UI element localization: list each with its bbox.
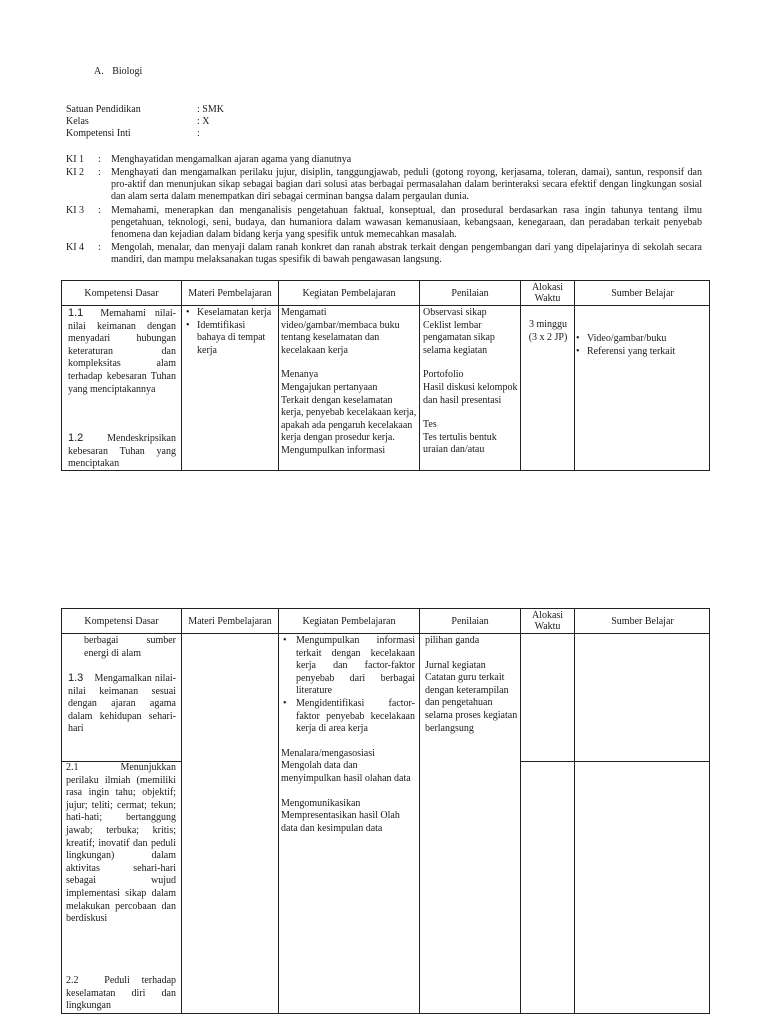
materi-list: [184, 307, 276, 357]
kd-2-1-text: Menunjukkan perilaku ilmiah (memiliki rasa ingin tahu; objektif; jujur; teliti; cermat; tekun; hati-hati; bertanggung jawab; terbuka; kritis; kreatif; inovatif dan peduli lingkungan) dalam aktivitas sehari-hari sebagai wujud implementasi sikap dalam melakukan percobaan dan berdiskusi: [66, 762, 176, 925]
header-kompetensi-dasar: Kompetensi Dasar: [84, 287, 159, 299]
mengamati-text: video/gambar/membaca buku tentang keselamatan dan kecelakaan kerja: [281, 319, 400, 356]
portofolio-text: Hasil diskusi kelompok dan hasil presentasi: [423, 381, 518, 406]
kd-1-2-text: Mendeskripsikan kebesaran Tuhan yang menciptakan: [68, 433, 176, 470]
table-2-col-divider: [520, 608, 521, 1014]
kd-2-2-number: 2.2: [66, 975, 79, 986]
table-1-col-divider: [419, 280, 420, 471]
section-title: Biologi: [112, 66, 143, 77]
kd-2-2-text: Peduli terhadap keselamatan diri dan lingkungan: [66, 975, 177, 1012]
header-materi: Materi Pembelajaran: [188, 615, 272, 627]
sumber-item: • Video/gambar/buku: [574, 333, 708, 346]
table-1-col-divider: [520, 280, 521, 471]
kd-continued: berbagai sumber energi di alam: [84, 635, 176, 659]
observasi-text: Ceklist lembar pengamatan sikap selama kegiatan: [423, 319, 495, 356]
kegiatan-col-1: [281, 307, 417, 458]
header-sumber: Sumber Belajar: [611, 615, 674, 627]
mengamati-title: Mengamati: [281, 307, 327, 318]
kegiatan-bullet: • Mengumpulkan informasi terkait dengan kecelakaan kerja dan factor-faktor penyebab dari berbagai literature: [281, 635, 415, 698]
sumber-list: [574, 333, 708, 358]
materi-item: • Idemtifikasi bahaya di tempat kerja: [184, 320, 276, 358]
ki-4-sep: :: [98, 242, 101, 253]
penilaian-pilihan-ganda: pilihan ganda: [425, 635, 480, 646]
header-materi: Materi Pembelajaran: [188, 287, 272, 299]
info-value-ki: :: [197, 128, 200, 139]
table-1-header-divider: [61, 305, 710, 306]
ki-2-text: Menghayati dan mengamalkan perilaku jujur, disiplin, tanggungjawab, peduli (gotong royong, kerjasama, toleran, damai), santun, responsif dan pro-aktif dan menunjukan sikap sebagai bagian dari solusi atas berbagai permasalahan dalam berinteraksi secara efektif dengan lingkungan sosial dan alam serta dalam menempatkan diri sebagai cerminan bangsa dalam pergaulan dunia.: [111, 167, 702, 202]
table-1-col-divider: [181, 280, 182, 471]
info-value-satuan: : SMK: [197, 104, 224, 115]
ki-3-code: KI 3: [66, 205, 85, 216]
kd-1-1-text: Memahami nilai-nilai keimanan dengan menyadari hubungan keteraturan dan kompleksitas alam terhadap kebesaran Tuhan yang menciptakannya: [68, 308, 176, 395]
table-2-col-divider: [278, 608, 279, 1014]
kegiatan-col-2: [281, 635, 415, 835]
table-1-col-divider: [278, 280, 279, 471]
kegiatan-bullet: • Mengidentifikasi factor-faktor penyebab kecelakaan kerja di area kerja: [281, 698, 415, 736]
header-kompetensi-dasar: Kompetensi Dasar: [84, 615, 159, 627]
ki-2-sep: :: [98, 167, 101, 178]
header-alokasi: Alokasi Waktu: [531, 610, 564, 632]
menalar-title: Menalara/mengasosiasi: [281, 747, 375, 759]
header-penilaian: Penilaian: [451, 287, 489, 299]
info-label-kelas: Kelas: [66, 116, 89, 127]
menanya-text-3: Mengumpulkan informasi: [281, 444, 386, 456]
kd-2-1-number: 2.1: [66, 762, 79, 773]
info-label-ki: Kompetensi Inti: [66, 128, 131, 139]
menalar-text: Mengolah data dan menyimpulkan hasil olahan data: [281, 760, 411, 784]
ki-3-sep: :: [98, 205, 101, 216]
header-alokasi: Alokasi Waktu: [531, 282, 564, 304]
tes-text: Tes tertulis bentuk uraian dan/atau: [423, 431, 497, 456]
info-value-kelas: : X: [197, 116, 210, 127]
materi-item: • Keselamatan kerja: [184, 307, 276, 320]
header-penilaian: Penilaian: [451, 615, 489, 627]
penilaian-jurnal-text: Catatan guru terkait dengan keterampilan dan pengetahuan selama proses kegiatan berlangsung: [425, 672, 518, 734]
mengkomunikasikan-text: Mempresentasikan hasil Olah data dan kesimpulan data: [281, 810, 400, 834]
kd-1-3-number: 1.3: [68, 672, 84, 684]
ki-4-code: KI 4: [66, 242, 85, 253]
kd-1-2: [68, 432, 176, 471]
observasi-title: Observasi sikap: [423, 307, 487, 318]
table-1-col-divider: [574, 280, 575, 471]
penilaian-jurnal-title: Jurnal kegiatan: [425, 659, 486, 671]
ki-1-code: KI 1: [66, 154, 85, 165]
penilaian-col-2: [425, 635, 518, 735]
header-kegiatan: Kegiatan Pembelajaran: [302, 287, 396, 299]
kd-1-1: [68, 307, 176, 396]
table-2-row-divider: [520, 761, 710, 762]
table-2-col-divider: [419, 608, 420, 1014]
alokasi-waktu: 3 minggu (3 x 2 JP): [528, 319, 568, 343]
portofolio-title: Portofolio: [423, 369, 464, 381]
ki-1-sep: :: [98, 154, 101, 165]
mengkomunikasikan-title: Mengomunikasikan: [281, 797, 361, 809]
table-2-col-divider: [181, 608, 182, 1014]
kd-1-3-text: Mengamalkan nilai-nilai keimanan sesuai dengan ajaran agama dalam kehidupan sehari-hari: [68, 673, 177, 735]
header-sumber: Sumber Belajar: [611, 287, 674, 299]
sumber-item: • Referensi yang terkait: [574, 346, 708, 359]
section-heading: [94, 66, 142, 77]
info-label-satuan: Satuan Pendidikan: [66, 104, 141, 115]
ki-2-code: KI 2: [66, 167, 85, 178]
kd-2-1: [66, 762, 176, 926]
ki-4-text: Mengolah, menalar, dan menyaji dalam ranah konkret dan ranah abstrak terkait dengan pengembangan dari yang dipelajarinya di sekolah secara mandiri, dan mampu melaksanakan tugas spesifik di bawah pengawasan langsung.: [111, 242, 702, 265]
penilaian-col-1: [423, 307, 518, 457]
menanya-text-2: Terkait dengan keselamatan kerja, penyebab kecelakaan kerja, apakah ada pengaruh kecelakaan kerja dengan prosedur kerja.: [281, 394, 417, 444]
menanya-title: Menanya: [281, 369, 319, 381]
kd-1-3: [68, 672, 176, 736]
ki-1-text: Menghayatidan mengamalkan ajaran agama yang dianutnya: [111, 154, 352, 165]
tes-title: Tes: [423, 419, 437, 431]
table-2-col-divider: [574, 608, 575, 1014]
menanya-text-1: Mengajukan pertanyaan: [281, 381, 378, 393]
section-marker: A.: [94, 66, 104, 77]
kd-2-2: [66, 975, 176, 1013]
kd-1-1-number: 1.1: [68, 307, 84, 319]
table-2-header-divider: [61, 633, 710, 634]
kd-1-2-number: 1.2: [68, 432, 84, 444]
ki-3-text: Memahami, menerapkan dan menganalisis pengetahuan faktual, konseptual, dan prosedural berdasarkan rasa ingin tahunya tentang ilmu pengetahuan, teknologi, seni, budaya, dan humaniora dalam wawasan kemanusiaan, kebangsaan, kenegaraan, dan peradaban terkait penyebab fenomena dan kejadian dalam bidang kerja yang spesifik untuk memecahkan masalah.: [111, 205, 702, 240]
header-kegiatan: Kegiatan Pembelajaran: [302, 615, 396, 627]
